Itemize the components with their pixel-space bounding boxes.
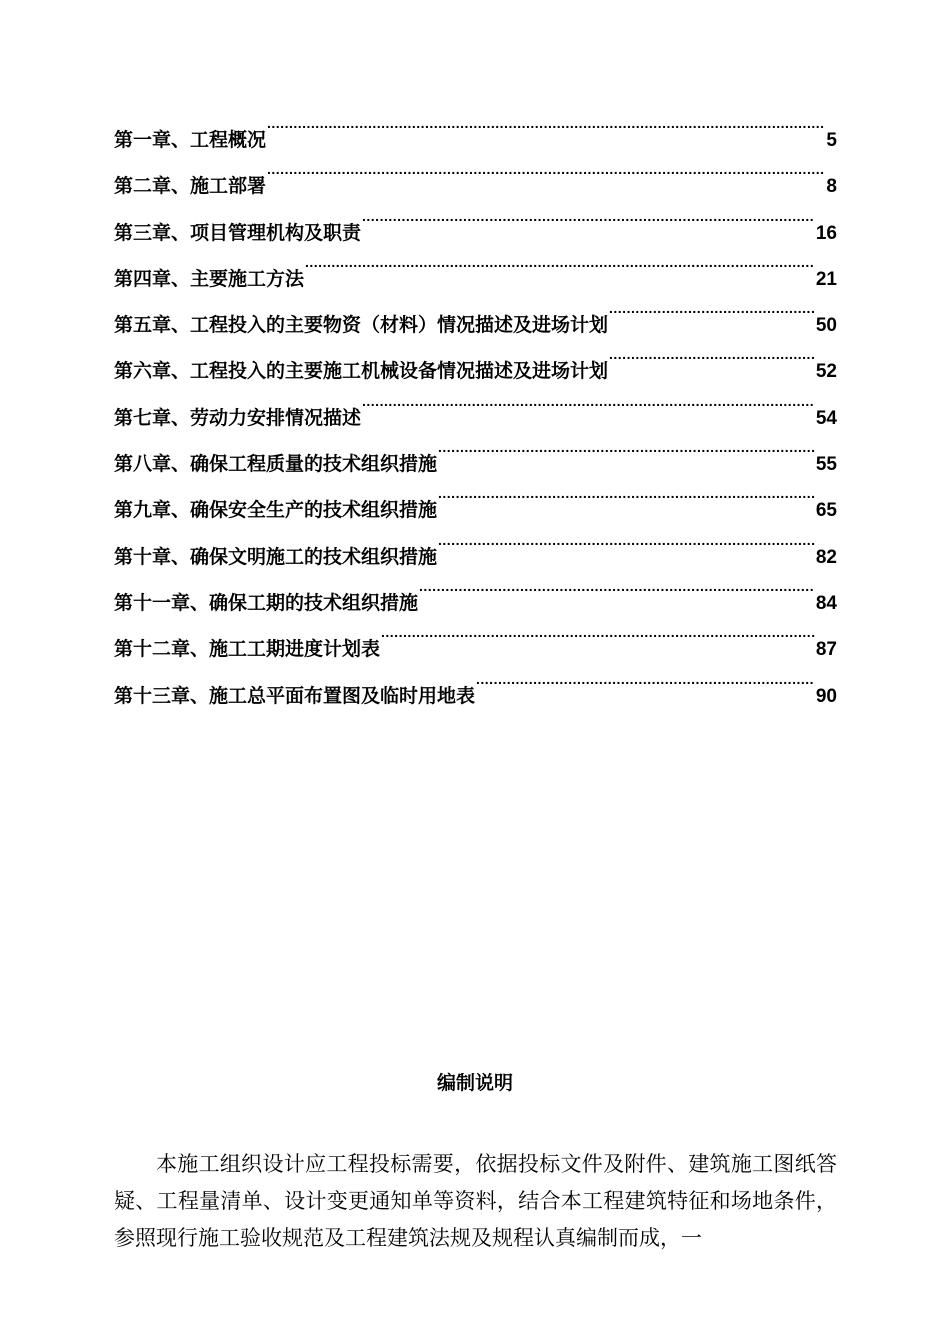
toc-entry-page: 52 [815,361,837,383]
toc-entry-title: 第三章、项目管理机构及职责 [114,221,362,244]
toc-entry-page: 8 [826,176,837,198]
toc-entry[interactable] [114,343,837,389]
toc-dot-leader [438,529,815,563]
toc-dot-leader [438,436,815,470]
toc-entry-page: 82 [815,546,837,568]
toc-entry-title: 第八章、确保工程质量的技术组织措施 [114,453,438,476]
toc-entry[interactable] [114,436,837,482]
toc-entry-title: 第十三章、施工总平面布置图及临时用地表 [114,684,476,707]
toc-entry[interactable] [114,575,837,621]
toc-entry-title: 第一章、工程概况 [114,129,267,151]
toc-entry-page: 54 [815,407,837,429]
toc-entry-page: 87 [815,639,837,661]
toc-entry-page: 84 [815,592,837,614]
toc-entry-title: 第九章、确保安全生产的技术组织措施 [114,499,438,522]
toc-entry[interactable] [114,112,837,158]
toc-entry-page: 21 [815,268,837,290]
toc-entry-page: 55 [815,454,837,476]
toc-entry-title: 第十二章、施工工期进度计划表 [114,638,381,661]
toc-entry-title: 第十章、确保文明施工的技术组织措施 [114,545,438,568]
toc-dot-leader [305,251,815,285]
toc-dot-leader [381,621,815,655]
toc-entry-page: 50 [815,315,837,337]
toc-dot-leader [438,482,815,516]
toc-entry[interactable] [114,297,837,343]
toc-entry-page: 65 [815,500,837,522]
toc-entry-page: 90 [815,685,837,707]
toc-entry-title: 第七章、劳动力安排情况描述 [114,406,362,429]
toc-entry[interactable] [114,621,837,667]
toc-dot-leader [267,112,825,146]
toc-dot-leader [609,343,815,377]
toc-entry[interactable] [114,205,837,251]
toc-entry[interactable] [114,390,837,436]
toc-entry-page: 5 [826,130,837,151]
toc-entry-title: 第五章、工程投入的主要物资（材料）情况描述及进场计划 [114,314,609,337]
toc-entry[interactable] [114,158,837,204]
table-of-contents [114,112,837,714]
toc-dot-leader [362,390,815,424]
section-body: 本施工组织设计应工程投标需要，依据投标文件及附件、建筑施工图纸答疑、工程量清单、设计变更通知单等资料，结合本工程建筑特征和场地条件，参照现行施工验收规范及工程建筑法规及规程认真编制而成，一 [114,1152,837,1250]
toc-dot-leader [419,575,815,609]
toc-entry-title: 第二章、施工部署 [114,175,267,198]
toc-entry-title: 第六章、工程投入的主要施工机械设备情况描述及进场计划 [114,360,609,383]
toc-entry-page: 16 [815,222,837,244]
toc-entry-title: 第十一章、确保工期的技术组织措施 [114,591,419,614]
toc-entry[interactable] [114,251,837,297]
toc-entry[interactable] [114,482,837,528]
toc-dot-leader [267,158,825,192]
toc-entry[interactable] [114,668,837,714]
toc-entry-title: 第四章、主要施工方法 [114,267,305,290]
toc-entry[interactable] [114,529,837,575]
toc-dot-leader [476,668,815,702]
toc-dot-leader [609,297,815,331]
section-title: 编制说明 [436,1072,513,1094]
toc-dot-leader [362,205,815,239]
